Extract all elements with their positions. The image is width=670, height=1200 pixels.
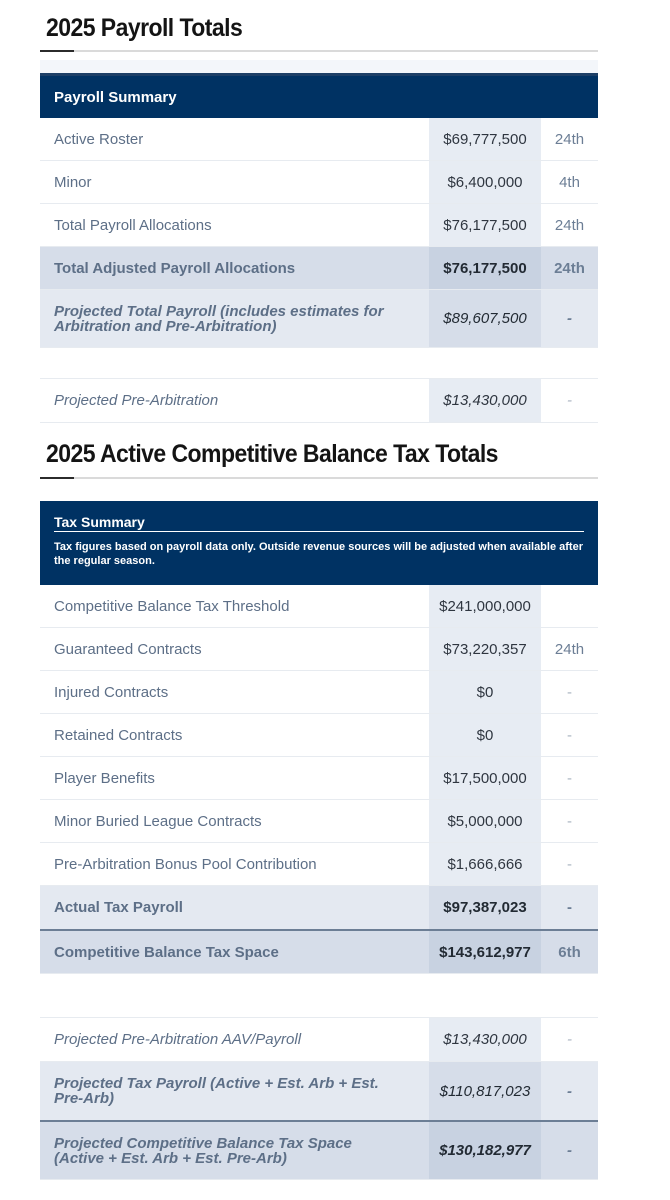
table-row: [40, 800, 598, 843]
row-value: $241,000,000: [429, 585, 541, 627]
table-row: [40, 628, 598, 671]
row-value: $17,500,000: [429, 757, 541, 799]
row-label: Actual Tax Payroll: [54, 899, 183, 916]
row-value: $76,177,500: [429, 247, 541, 289]
row-rank: 24th: [554, 216, 585, 234]
row-rank: -: [567, 1031, 572, 1048]
table-row: [40, 714, 598, 757]
row-value: $13,430,000: [429, 1018, 541, 1061]
tax-section-title: 2025 Active Competitive Balance Tax Totals: [46, 440, 498, 468]
row-label: Injured Contracts: [54, 683, 169, 701]
row-label: Projected Tax Payroll (Active + Est. Arb + Est. Pre-Arb): [54, 1075, 379, 1107]
row-rank: -: [567, 1142, 572, 1159]
row-rank: 24th: [554, 640, 585, 658]
row-label: Minor: [54, 173, 92, 191]
row-rank: 6th: [558, 943, 581, 961]
row-value: $6,400,000: [429, 161, 541, 203]
row-label: Competitive Balance Tax Space: [54, 943, 279, 961]
row-rank: -: [567, 392, 572, 409]
table-row-projected-cbt-space: [40, 1120, 598, 1180]
table-row: [40, 118, 598, 161]
tax-summary-note: Tax figures based on payroll data only. Outside revenue sources will be adjusted when available after the regular season.: [54, 541, 583, 567]
tax-projected-table: [40, 1017, 598, 1180]
table-row: [40, 161, 598, 204]
row-rank: 24th: [554, 259, 585, 277]
table-row-projected-pre-arb-aav: [40, 1018, 598, 1062]
table-row: [40, 671, 598, 714]
row-label: Guaranteed Contracts: [54, 640, 202, 658]
payroll-title-rule: [40, 50, 598, 52]
row-value: $1,666,666: [429, 843, 541, 885]
row-label: Active Roster: [54, 130, 144, 148]
row-value: $5,000,000: [429, 800, 541, 842]
row-label: Projected Pre-Arbitration AAV/Payroll: [54, 1031, 302, 1048]
table-row-actual-tax-payroll: [40, 886, 598, 929]
row-label: Total Payroll Allocations: [54, 216, 212, 234]
payroll-section-title: 2025 Payroll Totals: [46, 14, 243, 42]
table-row-projected-total: [40, 290, 598, 348]
table-row-total-adjusted: [40, 247, 598, 290]
tax-summary-header-title: Tax Summary: [54, 514, 584, 532]
row-label: Projected Pre-Arbitration: [54, 392, 219, 409]
tax-summary-table: [40, 501, 598, 974]
table-row-projected-pre-arb: [40, 379, 598, 423]
row-rank: -: [567, 812, 572, 830]
row-rank: -: [567, 855, 572, 873]
row-value: $110,817,023: [429, 1062, 541, 1120]
row-rank: -: [567, 726, 572, 744]
tax-title-rule: [40, 477, 598, 479]
payroll-projected-table: [40, 378, 598, 423]
row-rank: -: [567, 683, 572, 701]
row-rank: 4th: [559, 173, 580, 191]
row-rank: -: [567, 769, 572, 787]
row-label: Retained Contracts: [54, 726, 183, 744]
row-value: $143,612,977: [429, 931, 541, 973]
table-row-cbt-space: [40, 929, 598, 974]
payroll-summary-spacer: [40, 60, 598, 76]
row-label: Projected Total Payroll (includes estimates for Arbitration and Pre-Arbitration): [54, 302, 384, 335]
tax-summary-header: [40, 501, 598, 585]
row-value: $0: [429, 671, 541, 713]
row-label: Projected Competitive Balance Tax Space (Active + Est. Arb + Est. Pre-Arb): [54, 1134, 352, 1167]
table-row: [40, 585, 598, 628]
row-rank: -: [567, 1082, 572, 1100]
row-label: Player Benefits: [54, 769, 155, 787]
row-label: Competitive Balance Tax Threshold: [54, 597, 290, 615]
tax-title-accent: [40, 477, 74, 479]
row-value: $130,182,977: [429, 1122, 541, 1179]
row-value: $0: [429, 714, 541, 756]
table-row: [40, 843, 598, 886]
table-row: [40, 204, 598, 247]
row-label: Minor Buried League Contracts: [54, 812, 262, 830]
row-value: $89,607,500: [429, 290, 541, 347]
payroll-summary-header: [40, 76, 598, 118]
row-value: $13,430,000: [429, 379, 541, 422]
table-row: [40, 757, 598, 800]
row-value: $69,777,500: [429, 118, 541, 160]
row-value: $97,387,023: [429, 886, 541, 929]
payroll-title-accent: [40, 50, 74, 52]
row-label: Total Adjusted Payroll Allocations: [54, 259, 296, 277]
row-rank: -: [567, 899, 572, 916]
row-value: $76,177,500: [429, 204, 541, 246]
payroll-summary-table: [40, 60, 598, 348]
payroll-summary-header-title: Payroll Summary: [54, 88, 177, 106]
row-rank: [541, 585, 598, 627]
row-label: Pre-Arbitration Bonus Pool Contribution: [54, 855, 317, 873]
row-rank: 24th: [554, 130, 585, 148]
row-value: $73,220,357: [429, 628, 541, 670]
table-row-projected-tax-payroll: [40, 1062, 598, 1120]
row-rank: -: [567, 310, 572, 327]
